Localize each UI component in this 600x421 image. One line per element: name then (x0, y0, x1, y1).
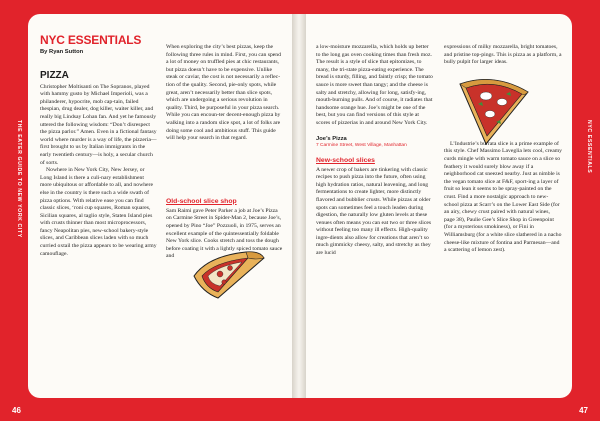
pizza-para-2: Nowhere in New York City, New Jersey, or Long Island is there a culi-nary establishment more ubiquitous or affordable to all, and nowhere else in the country is there such a wide swath of pizza options. With relative ease you can find classic slices, ‘roni cup squares, Roman squares, Sicilian squares, al taglio style, Staten Island pies with crusts thinner than most microprocessors, fancy Neapolitan pies, new-school bakery-style slices, and Caribbean slices laden with so much curried oxtail the pizza appears to be wearing army camouflage. (40, 167, 157, 257)
col2-para-2: Sam Raimi gave Peter Parker a job at Joe’s Pizza on Carmine Street in Spider-Man 2, because Joe’s, opened by Pino “Joe” Pozzuoli, in 1975, serves an excellent example of the quintessentially foldable New York slice. Cooks stretch and toss the dough before coating it with a lightly spiced tomato sauce and (166, 207, 283, 260)
col4-para-2: L’Industrie’s burrata slice is a prime example of this style. Chef Massimo Laveglia lets cool, creamy curds mingle with warm tomato sauce on a slice so feathery it would surely blow away if a neighborhood cat sneezed nearby. Just as nimble is the vegan tomato slice at F&F, sport-ing a layer of fruit so lean it seems to be spray-painted on the crust. Find a more nostalgic approach to new-school pizza at Scarr’s on the Lower East Side (for an airy, chewy crust paired with natural wines, page 38), Paulie Gee’s Slice Shop in Greenpoint (for a mysterious smokiness), or Fini in Williamsburg (for a white slice slathered in a nacho cheese-like mixture of fontina and Parmesan—and a scattering of lemon zest). (444, 140, 562, 254)
col3-para-1: a low-moisture mozzarella, which holds up better to the long gas oven cooking times than fresh moz. The result is a style of slice that epitomizes, to many, the tri-state pizza-eating experience. The bread is sturdy, filling, and faintly crisp; the tomato sauce is more sweet than tangy; and the cheese is salty and stretchy, allowing for long, satisfy-ing, mouth-burning pulls. And of course, it radiates that handsome orange hue. Joe’s might be one of the best, but you can find versions of this style at scores of pizzerias in and around New York City. (316, 44, 433, 126)
old-school-subhead: Old-school slice shop (166, 197, 237, 205)
page-number-left: 46 (12, 406, 21, 415)
col2-para-1: When exploring the city’s best pizzas, keep the following three rules in mind. First, you can spend a lot of money on truffled pies at chic restaurants, but pizza doesn’t have to be expensive. Unlike steak or caviar, the cost is not necessarily a reflec-tion of the quality. Second, pie-only spots, while great, aren’t necessarily better than slice spots, which are undergoing a serious revolution in quality. Third, be purposeful in your pizza search. While you can encoun-ter decent-enough pizza by walking into a random slice spot, a lot of folks are doing some cool and ambitious stuff. This guide will help your search in that regard. (166, 44, 281, 142)
joes-pizza-address: 7 Carmine Street, West Village, Manhattan (316, 142, 407, 148)
new-school-subhead: New-school slices (316, 156, 375, 164)
page-left (28, 14, 292, 398)
byline: By Ryan Sutton (40, 49, 84, 55)
section-title-edge-right: NYC ESSENTIALS (586, 120, 592, 174)
col3-para-2: A newer crop of bakers are tinkering with classic recipes to push pizza into the future, often using high hydration ratios, natural leavening, and long fermentations to create lighter, more distinctly flavored and bubblier crusts. While pizzas at older spots can sometimes feel a touch leaden during digestion, the naturally low gluten levels at these venues often means you can eat two or three slices without feeling too many ill effects. High-quality ingre-dients also allow for creations that aren’t so much gimmicky cheesy, salty, and stretchy as they are lucid (316, 166, 432, 257)
page-right (306, 14, 572, 398)
book-gutter (292, 14, 306, 398)
pizza-intro: Christopher Moltisanti on The Sopranos, played with hammy gusto by Michael Imperioli, was a philanderer, hypocrite, mob cap-tain, failed thespian, drug dealer, dog killer, waiter killer, and really big Lindsay Lohan fan. And yet he famously uttered the following wisdom: “Don’t disrespect the pizza parlor.” Amen. Even in a fictional fantasy world where murder is a way of life, the pizzeria—first brought to us by Italian immigrants in the early twentieth century—is holy, a secular church of sorts. (40, 83, 157, 166)
section-header: NYC ESSENTIALS (40, 33, 142, 47)
folded-pizza-slice-illustration (188, 246, 268, 302)
joes-pizza-name: Joe’s Pizza (316, 135, 347, 142)
col4-para-1: expressions of milky mozzarella, bright tomatoes, and pristine top-pings. This is pizza as a platform, a bully pulpit for larger ideas. (444, 44, 562, 66)
column-1 (40, 34, 157, 258)
column-3 (316, 44, 434, 258)
page-number-right: 47 (579, 406, 588, 415)
burrata-pizza-slice-illustration (456, 74, 532, 146)
column-2 (166, 44, 284, 261)
book-title-edge-left: THE EATER GUIDE TO NEW YORK CITY (16, 120, 22, 238)
pizza-heading: PIZZA (40, 69, 69, 81)
